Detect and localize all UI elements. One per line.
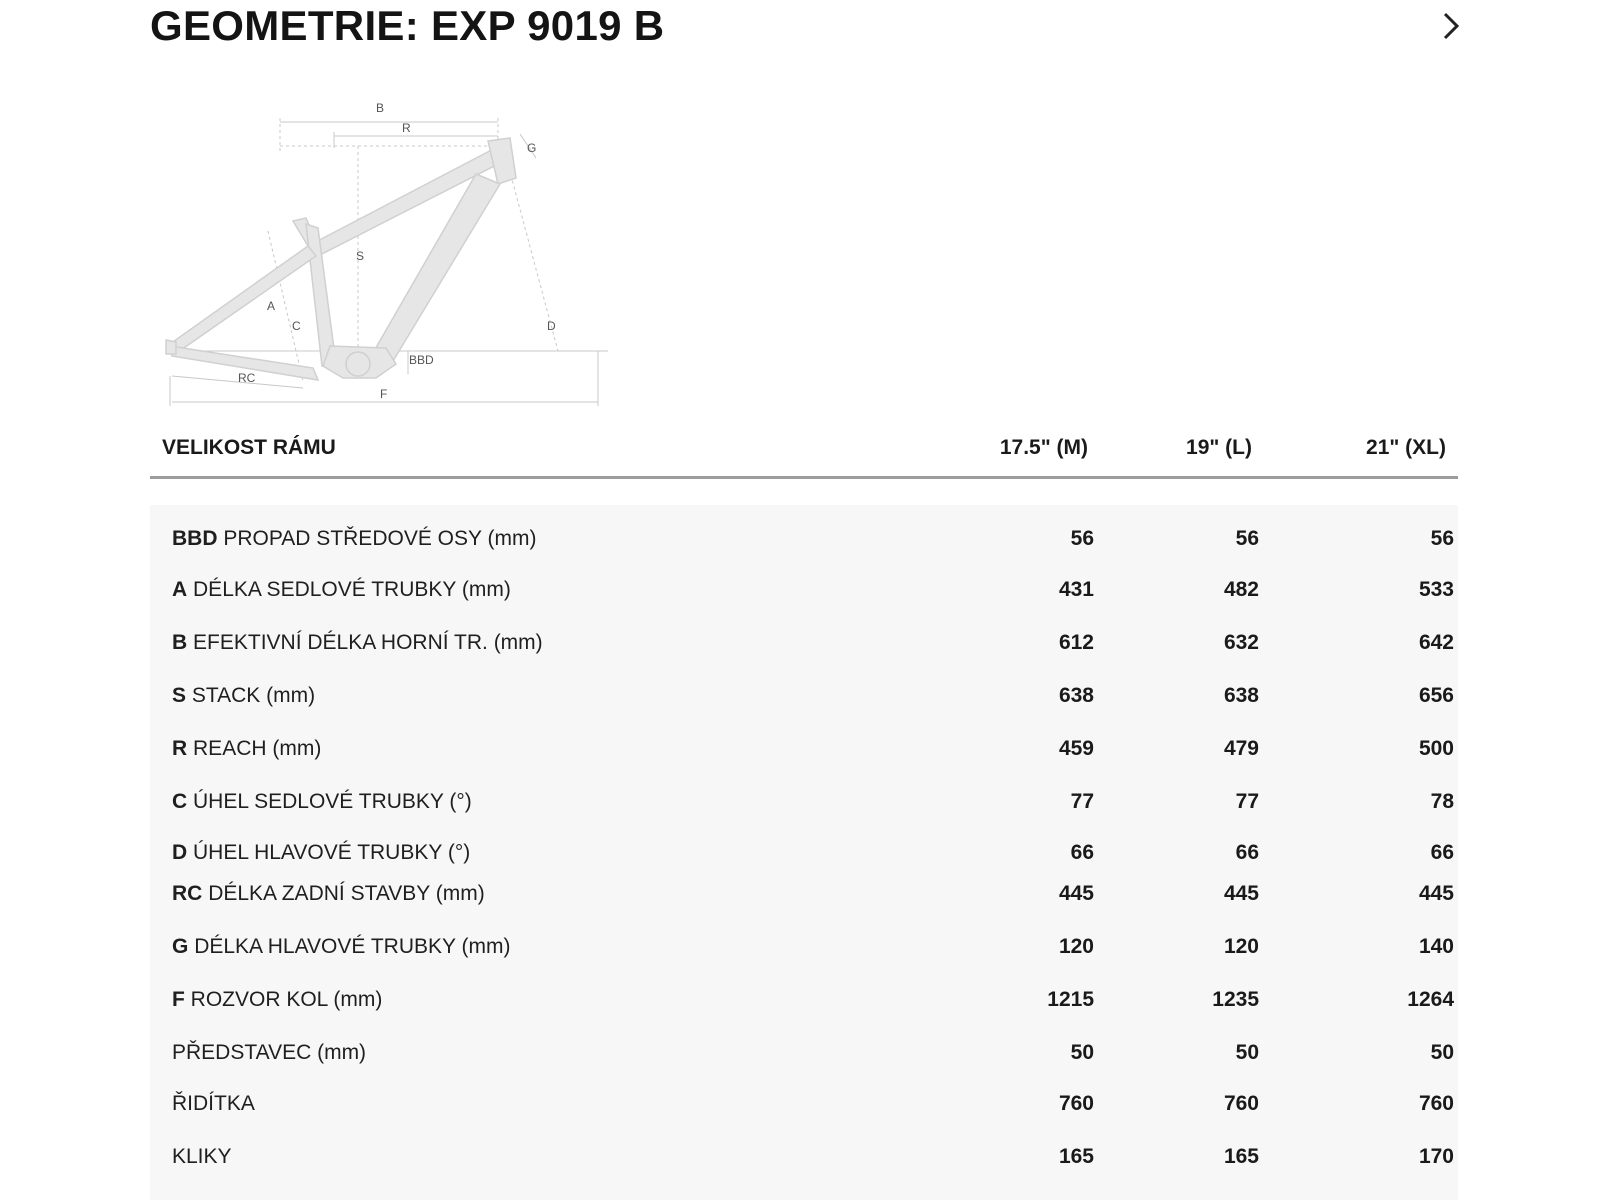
row-name: PŘEDSTAVEC (mm) xyxy=(172,1041,367,1064)
row-name: ROZVOR KOL (mm) xyxy=(190,988,383,1011)
value-xl: 78 xyxy=(1430,790,1454,813)
table-row xyxy=(150,784,1458,824)
diagram-label-r: R xyxy=(402,121,411,135)
diagram-label-rc: RC xyxy=(238,371,256,385)
row-name: DÉLKA HLAVOVÉ TRUBKY (mm) xyxy=(194,935,511,958)
table-row xyxy=(150,835,1458,875)
value-xl: 760 xyxy=(1418,1092,1454,1115)
value-l: 56 xyxy=(1235,527,1259,550)
table-row xyxy=(150,572,1458,612)
row-code: R xyxy=(172,737,188,760)
chevron-right-icon xyxy=(1441,11,1461,41)
value-l: 445 xyxy=(1223,882,1259,905)
value-xl: 1264 xyxy=(1407,988,1454,1011)
table-row xyxy=(150,1139,1458,1179)
value-xl: 56 xyxy=(1430,527,1454,550)
row-name: STACK (mm) xyxy=(191,684,316,707)
value-xl: 66 xyxy=(1430,841,1454,864)
diagram-label-s: S xyxy=(356,249,365,263)
size-header-row xyxy=(150,430,1458,479)
value-m: 1215 xyxy=(1047,988,1094,1011)
value-l: 77 xyxy=(1235,790,1259,813)
value-m: 612 xyxy=(1058,631,1094,654)
table-row xyxy=(150,929,1458,969)
row-name: EFEKTIVNÍ DÉLKA HORNÍ TR. (mm) xyxy=(193,631,543,654)
value-l: 638 xyxy=(1223,684,1259,707)
row-name: DÉLKA ZADNÍ STAVBY (mm) xyxy=(208,882,485,905)
size-heading-m: 17.5" (M) xyxy=(999,436,1088,459)
value-l: 760 xyxy=(1223,1092,1259,1115)
value-xl: 500 xyxy=(1418,737,1454,760)
value-l: 165 xyxy=(1223,1145,1259,1168)
row-code: A xyxy=(172,578,188,601)
row-code: D xyxy=(172,841,188,864)
frame-geometry-diagram xyxy=(158,96,628,426)
diagram-label-bbd: BBD xyxy=(409,353,434,367)
row-code: F xyxy=(172,988,185,1011)
value-m: 760 xyxy=(1058,1092,1094,1115)
diagram-label-b: B xyxy=(376,101,385,115)
value-l: 482 xyxy=(1223,578,1259,601)
diagram-label-f: F xyxy=(380,387,388,401)
value-l: 66 xyxy=(1235,841,1259,864)
diagram-label-a: A xyxy=(267,299,276,313)
diagram-label-d: D xyxy=(547,319,556,333)
next-button[interactable] xyxy=(1436,8,1466,44)
value-xl: 445 xyxy=(1418,882,1454,905)
row-name: ÚHEL HLAVOVÉ TRUBKY (°) xyxy=(193,841,471,864)
row-code: BBD xyxy=(172,527,218,550)
row-name: DÉLKA SEDLOVÉ TRUBKY (mm) xyxy=(193,578,511,601)
value-m: 77 xyxy=(1070,790,1094,813)
row-code: RC xyxy=(172,882,203,905)
row-name: KLIKY xyxy=(172,1145,232,1168)
value-m: 445 xyxy=(1058,882,1094,905)
table-row xyxy=(150,731,1458,771)
row-name: ŘIDÍTKA xyxy=(172,1092,255,1115)
value-xl: 642 xyxy=(1418,631,1454,654)
size-heading-xl: 21" (XL) xyxy=(1366,436,1446,459)
row-name: ÚHEL SEDLOVÉ TRUBKY (°) xyxy=(193,790,472,813)
value-l: 50 xyxy=(1235,1041,1259,1064)
table-row xyxy=(150,1035,1458,1075)
value-m: 165 xyxy=(1058,1145,1094,1168)
value-l: 479 xyxy=(1223,737,1259,760)
table-row xyxy=(150,1086,1458,1126)
value-l: 632 xyxy=(1223,631,1259,654)
value-m: 120 xyxy=(1058,935,1094,958)
table-row xyxy=(150,521,1458,561)
value-xl: 140 xyxy=(1418,935,1454,958)
value-l: 120 xyxy=(1223,935,1259,958)
size-heading-l: 19" (L) xyxy=(1186,436,1252,459)
diagram-label-g: G xyxy=(527,141,537,155)
table-row xyxy=(150,678,1458,718)
value-xl: 656 xyxy=(1418,684,1454,707)
value-m: 50 xyxy=(1070,1041,1094,1064)
geometry-table xyxy=(150,505,1458,1200)
row-code: S xyxy=(172,684,187,707)
row-name: PROPAD STŘEDOVÉ OSY (mm) xyxy=(223,527,537,550)
diagram-label-c: C xyxy=(292,319,301,333)
page-title: GEOMETRIE: EXP 9019 B xyxy=(150,2,665,49)
row-code: G xyxy=(172,935,189,958)
table-row xyxy=(150,876,1458,916)
value-m: 66 xyxy=(1070,841,1094,864)
row-name: REACH (mm) xyxy=(193,737,322,760)
row-code: B xyxy=(172,631,188,654)
value-xl: 170 xyxy=(1418,1145,1454,1168)
table-row xyxy=(150,982,1458,1022)
value-m: 638 xyxy=(1058,684,1094,707)
value-xl: 50 xyxy=(1430,1041,1454,1064)
table-row xyxy=(150,625,1458,665)
value-m: 459 xyxy=(1058,737,1094,760)
value-m: 56 xyxy=(1070,527,1094,550)
value-m: 431 xyxy=(1058,578,1094,601)
frame-size-heading: VELIKOST RÁMU xyxy=(162,436,336,459)
row-code: C xyxy=(172,790,188,813)
value-xl: 533 xyxy=(1418,578,1454,601)
value-l: 1235 xyxy=(1212,988,1259,1011)
